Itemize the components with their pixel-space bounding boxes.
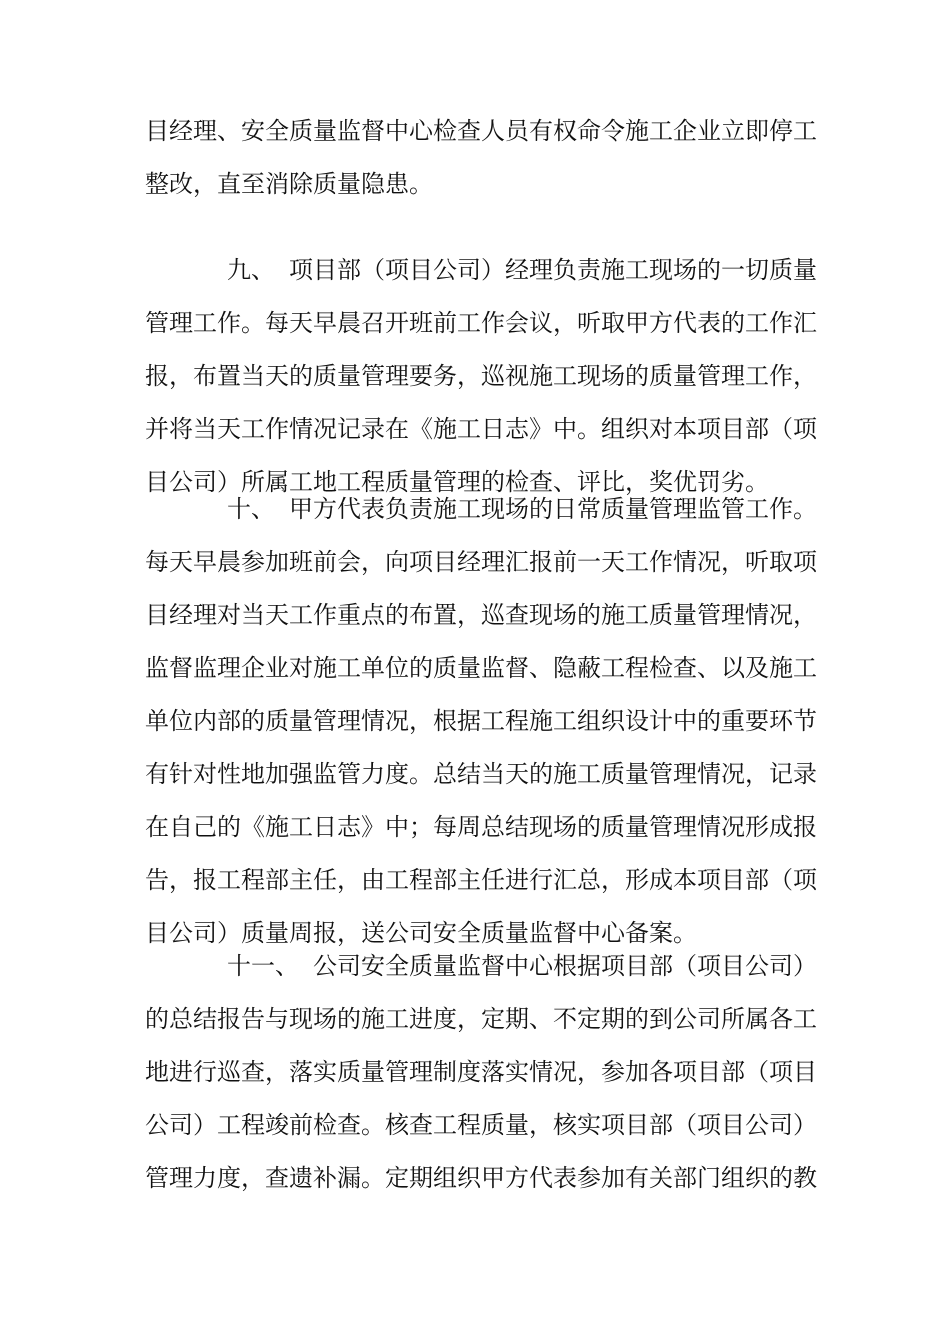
paragraph-continuation [145,105,817,211]
text-line: 并将当天工作情况记录在《施工日志》中。组织对本项目部（项 [145,415,817,443]
text-line: 监督监理企业对施工单位的质量监督、隐蔽工程检查、以及施工 [145,654,817,682]
text-line: 管理工作。每天早晨召开班前工作会议，听取甲方代表的工作汇 [145,309,817,337]
text-line: 告，报工程部主任，由工程部主任进行汇总，形成本项目部（项 [145,866,817,894]
text-line: 地进行巡查，落实质量管理制度落实情况，参加各项目部（项目 [145,1058,817,1086]
text-line [145,483,817,536]
text-line: 单位内部的质量管理情况，根据工程施工组织设计中的重要环节 [145,707,817,735]
item-number: 十一、 [227,952,299,980]
paragraph-item-10 [145,483,817,960]
text-line: 目公司）质量周报，送公司安全质量监督中心备案。 [145,919,697,947]
text-line: 管理力度，查遗补漏。定期组织甲方代表参加有关部门组织的教 [145,1164,817,1192]
item-first-line: 项目部（项目公司）经理负责施工现场的一切质量 [289,256,817,284]
text-line [145,244,817,297]
text-line [145,940,817,993]
text-line: 目经理、安全质量监督中心检查人员有权命令施工企业立即停工 [145,117,817,145]
item-number: 九、 [227,256,275,284]
paragraph-item-11 [145,940,817,1205]
text-line: 有针对性地加强监管力度。总结当天的施工质量管理情况，记录 [145,760,817,788]
text-line: 的总结报告与现场的施工进度，定期、不定期的到公司所属各工 [145,1005,817,1033]
text-line: 目公司）所属工地工程质量管理的检查、评比，奖优罚劣。 [145,468,769,496]
text-line: 目经理对当天工作重点的布置，巡查现场的施工质量管理情况， [145,601,817,629]
text-line: 每天早晨参加班前会，向项目经理汇报前一天工作情况，听取项 [145,548,817,576]
text-line: 公司）工程竣前检查。核查工程质量，核实项目部（项目公司） [145,1111,817,1139]
item-number: 十、 [227,495,275,523]
text-line: 报，布置当天的质量管理要务，巡视施工现场的质量管理工作， [145,362,817,390]
text-line: 在自己的《施工日志》中；每周总结现场的质量管理情况形成报 [145,813,817,841]
text-line: 整改，直至消除质量隐患。 [145,170,433,198]
item-first-line: 甲方代表负责施工现场的日常质量管理监管工作。 [289,495,817,523]
item-first-line: 公司安全质量监督中心根据项目部（项目公司） [313,952,817,980]
